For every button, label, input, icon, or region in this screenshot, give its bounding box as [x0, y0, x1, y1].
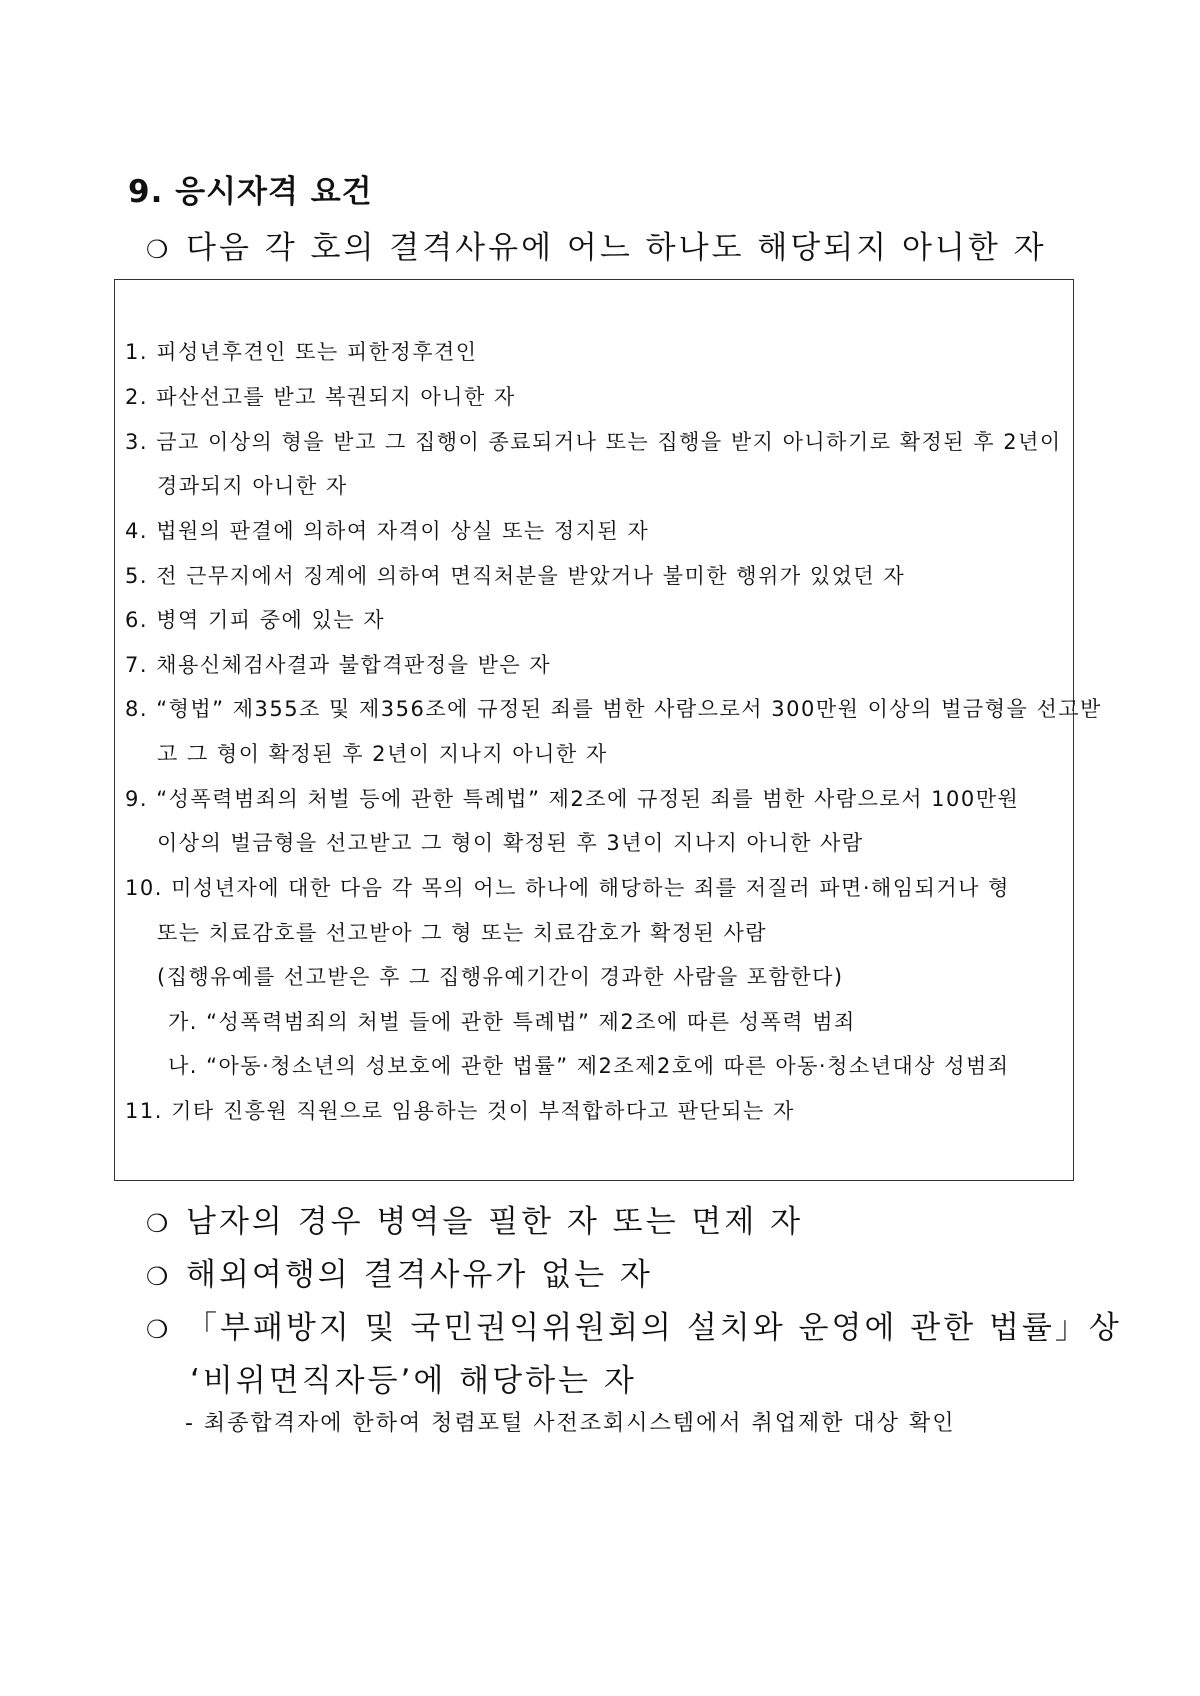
disq-item-8-cont: 고 그 형이 확정된 후 2년이 지나지 아니한 자 — [157, 742, 608, 766]
intro-bullet-text: 다음 각 호의 결격사유에 어느 하나도 해당되지 아니한 자 — [186, 230, 1047, 266]
disq-item-10: 10. 미성년자에 대한 다음 각 목의 어느 하나에 해당하는 죄를 저질러 파면·해임되거나 형 — [125, 876, 1010, 900]
disq-item-9: 9. “성폭력범죄의 처벌 등에 관한 특례법” 제2조에 규정된 죄를 범한 사람으로서 100만원 — [125, 787, 1020, 811]
disq-item-3-cont: 경과되지 아니한 자 — [157, 474, 348, 498]
disq-item-8: 8. “형법” 제355조 및 제356조에 규정된 죄를 범한 사람으로서 300만원 이상의 벌금형을 선고받 — [125, 697, 1102, 721]
disq-item-10-cont: 또는 치료감호를 선고받아 그 형 또는 치료감호가 확정된 사람 — [157, 921, 768, 945]
disq-item-4: 4. 법원의 판결에 의하여 자격이 상실 또는 정지된 자 — [125, 519, 650, 543]
disq-item-10-note: (집행유예를 선고받은 후 그 집행유예기간이 경과한 사람을 포함한다) — [157, 965, 844, 989]
disq-item-11: 11. 기타 진흥원 직원으로 임용하는 것이 부적합하다고 판단되는 자 — [125, 1099, 795, 1123]
section-title: 9. 응시자격 요건 — [128, 174, 373, 210]
bullet-travel — [146, 1249, 653, 1294]
disq-item-2: 2. 파산선고를 받고 복권되지 아니한 자 — [125, 385, 516, 409]
bullet-military — [146, 1196, 803, 1241]
disq-item-7: 7. 채용신체검사결과 불합격판정을 받은 자 — [125, 653, 552, 677]
disq-item-10-ga: 가. “성폭력범죄의 처벌 들에 관한 특례법” 제2조에 따른 성폭력 범죄 — [168, 1010, 856, 1034]
bullet-travel-text: 해외여행의 결격사유가 없는 자 — [186, 1257, 653, 1293]
disq-item-9-cont: 이상의 벌금형을 선고받고 그 형이 확정된 후 3년이 지나지 아니한 사람 — [157, 831, 864, 855]
disq-item-5: 5. 전 근무지에서 징계에 의하여 면직처분을 받았거나 불미한 행위가 있었던 자 — [125, 564, 906, 588]
disq-item-10-na: 나. “아동·청소년의 성보호에 관한 법률” 제2조제2호에 따른 아동·청소년대상 성범죄 — [168, 1054, 1010, 1078]
intro-bullet — [146, 222, 1047, 267]
disq-item-3: 3. 금고 이상의 형을 받고 그 집행이 종료되거나 또는 집행을 받지 아니하기로 확정된 후 2년이 — [125, 430, 1062, 454]
disq-item-6: 6. 병역 기피 중에 있는 자 — [125, 608, 385, 632]
bullet-anticorruption-text: 「부패방지 및 국민권익위원회의 설치와 운영에 관한 법률」상 — [186, 1310, 1122, 1346]
disqualification-box — [114, 279, 1074, 1181]
bullet-anticorruption — [146, 1302, 1122, 1347]
circle-bullet-icon: ❍ — [146, 1209, 172, 1238]
disq-item-1: 1. 피성년후견인 또는 피한정후견인 — [125, 340, 478, 364]
bullet-military-text: 남자의 경우 병역을 필한 자 또는 면제 자 — [186, 1204, 804, 1240]
circle-bullet-icon: ❍ — [146, 235, 172, 264]
bullet-anticorruption-cont: ‘비위면직자등’에 해당하는 자 — [190, 1363, 637, 1399]
circle-bullet-icon: ❍ — [146, 1315, 172, 1344]
circle-bullet-icon: ❍ — [146, 1262, 172, 1291]
sub-note: - 최종합격자에 한하여 청렴포털 사전조회시스템에서 취업제한 대상 확인 — [185, 1411, 956, 1436]
